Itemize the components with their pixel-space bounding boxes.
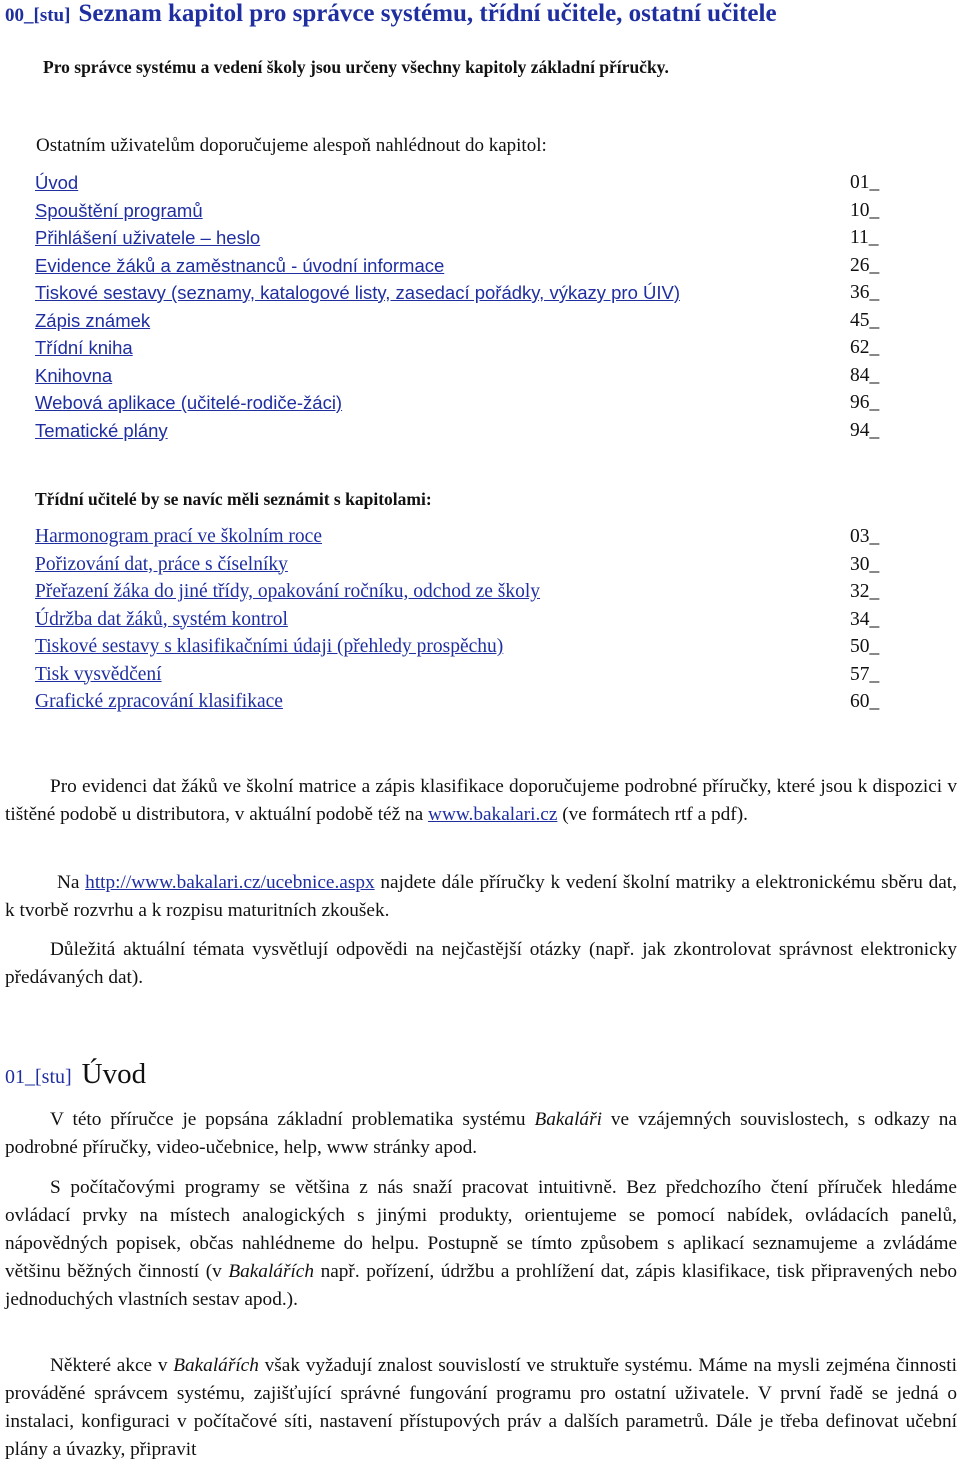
intro-users-text: Ostatním uživatelům doporučujeme alespoň nahlédnout do kapitol: bbox=[36, 135, 547, 156]
toc-item[interactable] bbox=[35, 200, 895, 228]
paragraph-intuitive: S počítačovými programy se většina z nás snaží pracovat intuitivně. Bez předchozího čtení příruček hledáme ovládací prvky na místech analogických s jinými produkty, orientujeme se pomocí nabídek, ovládacích panelů, nápovědných popisek, občas nahlédneme do helpu. Postupně se tímto způsobem s aplikací seznamujeme a zvládáme většinu běžných činností (v Bakalářích např. pořízení, údržbu a prohlížení dat, zápis klasifikace, tisk připravených nebo jednoduchých vlastních sestav apod.). bbox=[5, 1177, 957, 1310]
toc-item[interactable] bbox=[35, 636, 895, 664]
toc-link[interactable]: Tematické plány bbox=[35, 419, 168, 441]
toc-number: 50_ bbox=[850, 636, 880, 657]
paragraph-faq: Důležitá aktuální témata vysvětlují odpovědi na nejčastější otázky (např. jak zkontrolovat správnost elektronicky předávaných dat). bbox=[5, 939, 957, 988]
toc-item[interactable] bbox=[35, 365, 895, 393]
toc-link[interactable]: Evidence žáků a zaměstnanců - úvodní informace bbox=[35, 254, 445, 276]
toc-item[interactable] bbox=[35, 691, 895, 719]
toc-link[interactable]: Přihlášení uživatele – heslo bbox=[35, 227, 261, 248]
toc-link[interactable]: Úvod bbox=[35, 172, 79, 193]
toc-item[interactable] bbox=[35, 255, 895, 283]
toc-number: 30_ bbox=[850, 553, 880, 575]
bakalari-link[interactable]: www.bakalari.cz bbox=[428, 804, 558, 825]
class-teachers-heading: Třídní učitelé by se navíc měli seznámit s kapitolami: bbox=[35, 489, 432, 509]
toc-number: 10_ bbox=[850, 199, 880, 221]
toc-link[interactable]: Knihovna bbox=[35, 364, 113, 386]
toc-number: 34_ bbox=[850, 608, 880, 630]
toc-link[interactable]: Přeřazení žáka do jiné třídy, opakování ročníku, odchod ze školy bbox=[35, 581, 541, 602]
toc-link[interactable]: Údržba dat žáků, systém kontrol bbox=[35, 608, 288, 630]
toc-number: 84_ bbox=[850, 364, 880, 386]
toc-link[interactable]: Tisk vysvědčení bbox=[35, 663, 162, 685]
toc-link[interactable]: Tiskové sestavy s klasifikačními údaji (přehledy prospěchu) bbox=[35, 636, 504, 657]
toc-link[interactable]: Grafické zpracování klasifikace bbox=[35, 691, 283, 712]
toc-link[interactable]: Webová aplikace (učitelé-rodiče-žáci) bbox=[35, 392, 343, 413]
toc-number: 26_ bbox=[850, 254, 880, 276]
toc-item[interactable] bbox=[35, 310, 895, 338]
chapter-title: Seznam kapitol pro správce systému, třídní učitele, ostatní učitele bbox=[78, 0, 777, 27]
toc-number: 96_ bbox=[850, 392, 880, 413]
intro-admin-text: Pro správce systému a vedení školy jsou určeny všechny kapitoly základní příručky. bbox=[43, 57, 669, 77]
toc-link[interactable]: Pořizování dat, práce s číselníky bbox=[35, 553, 288, 575]
toc-number: 45_ bbox=[850, 309, 880, 331]
ucebnice-link[interactable]: http://www.bakalari.cz/ucebnice.aspx bbox=[85, 872, 375, 893]
toc-number: 60_ bbox=[850, 691, 880, 712]
toc-link[interactable]: Spouštění programů bbox=[35, 199, 203, 221]
toc-item[interactable] bbox=[35, 172, 895, 200]
toc-link[interactable]: Třídní kniha bbox=[35, 337, 133, 358]
toc-number: 62_ bbox=[850, 337, 880, 358]
toc-item[interactable] bbox=[35, 420, 895, 448]
toc-item[interactable] bbox=[35, 337, 895, 365]
toc-item[interactable] bbox=[35, 526, 895, 554]
toc-item[interactable] bbox=[35, 609, 895, 637]
section-heading bbox=[5, 1058, 146, 1091]
toc-number: 36_ bbox=[850, 282, 880, 303]
toc-item[interactable] bbox=[35, 282, 895, 310]
toc-class-teachers bbox=[35, 526, 895, 719]
toc-link[interactable]: Harmonogram prací ve školním roce bbox=[35, 526, 322, 547]
toc-number: 57_ bbox=[850, 663, 880, 685]
toc-item[interactable] bbox=[35, 664, 895, 692]
toc-item[interactable] bbox=[35, 227, 895, 255]
chapter-code: 00_[stu] bbox=[5, 5, 71, 26]
toc-item[interactable] bbox=[35, 392, 895, 420]
toc-number: 03_ bbox=[850, 526, 880, 547]
paragraph-ucebnice: Na http://www.bakalari.cz/ucebnice.aspx najdete dále příručky k vedení školní matriky a elektronickému sběru dat, k tvorbě rozvrhu a k rozpisu maturitních zkoušek. bbox=[5, 872, 957, 921]
toc-item[interactable] bbox=[35, 581, 895, 609]
page-title bbox=[5, 0, 777, 28]
section-code: 01_[stu] bbox=[5, 1066, 72, 1088]
section-title: Úvod bbox=[81, 1058, 147, 1090]
paragraph-manuals: Pro evidenci dat žáků ve školní matrice a zápis klasifikace doporučujeme podrobné příručky, které jsou k dispozici v tištěné podobě u distributora, v aktuální podobě též na www.bakalari.cz (ve formátech rtf a pdf). bbox=[5, 776, 957, 825]
toc-number: 94_ bbox=[850, 419, 880, 441]
paragraph-structure: Některé akce v Bakalářích však vyžadují znalost souvislostí ve struktuře systému. Máme na mysli zejména činnosti prováděné správcem systému, zajišťující správné fungování programu pro ostatní uživatele. V první řadě se jedná o instalaci, konfiguraci v počítačové síti, nastavení přístupových práv a dalších parametrů. Dále je třeba definovat učební plány a úvazky, připravit bbox=[5, 1355, 957, 1460]
toc-item[interactable] bbox=[35, 554, 895, 582]
toc-link[interactable]: Tiskové sestavy (seznamy, katalogové listy, zasedací pořádky, výkazy pro ÚIV) bbox=[35, 282, 680, 303]
toc-number: 11_ bbox=[850, 227, 879, 248]
toc-number: 01_ bbox=[850, 172, 880, 193]
toc-users bbox=[35, 172, 895, 447]
toc-link[interactable]: Zápis známek bbox=[35, 309, 151, 331]
paragraph-intro: V této příručce je popsána základní problematika systému Bakaláři ve vzájemných souvislostech, s odkazy na podrobné příručky, video-učebnice, help, www stránky apod. bbox=[5, 1109, 957, 1158]
toc-number: 32_ bbox=[850, 581, 880, 602]
